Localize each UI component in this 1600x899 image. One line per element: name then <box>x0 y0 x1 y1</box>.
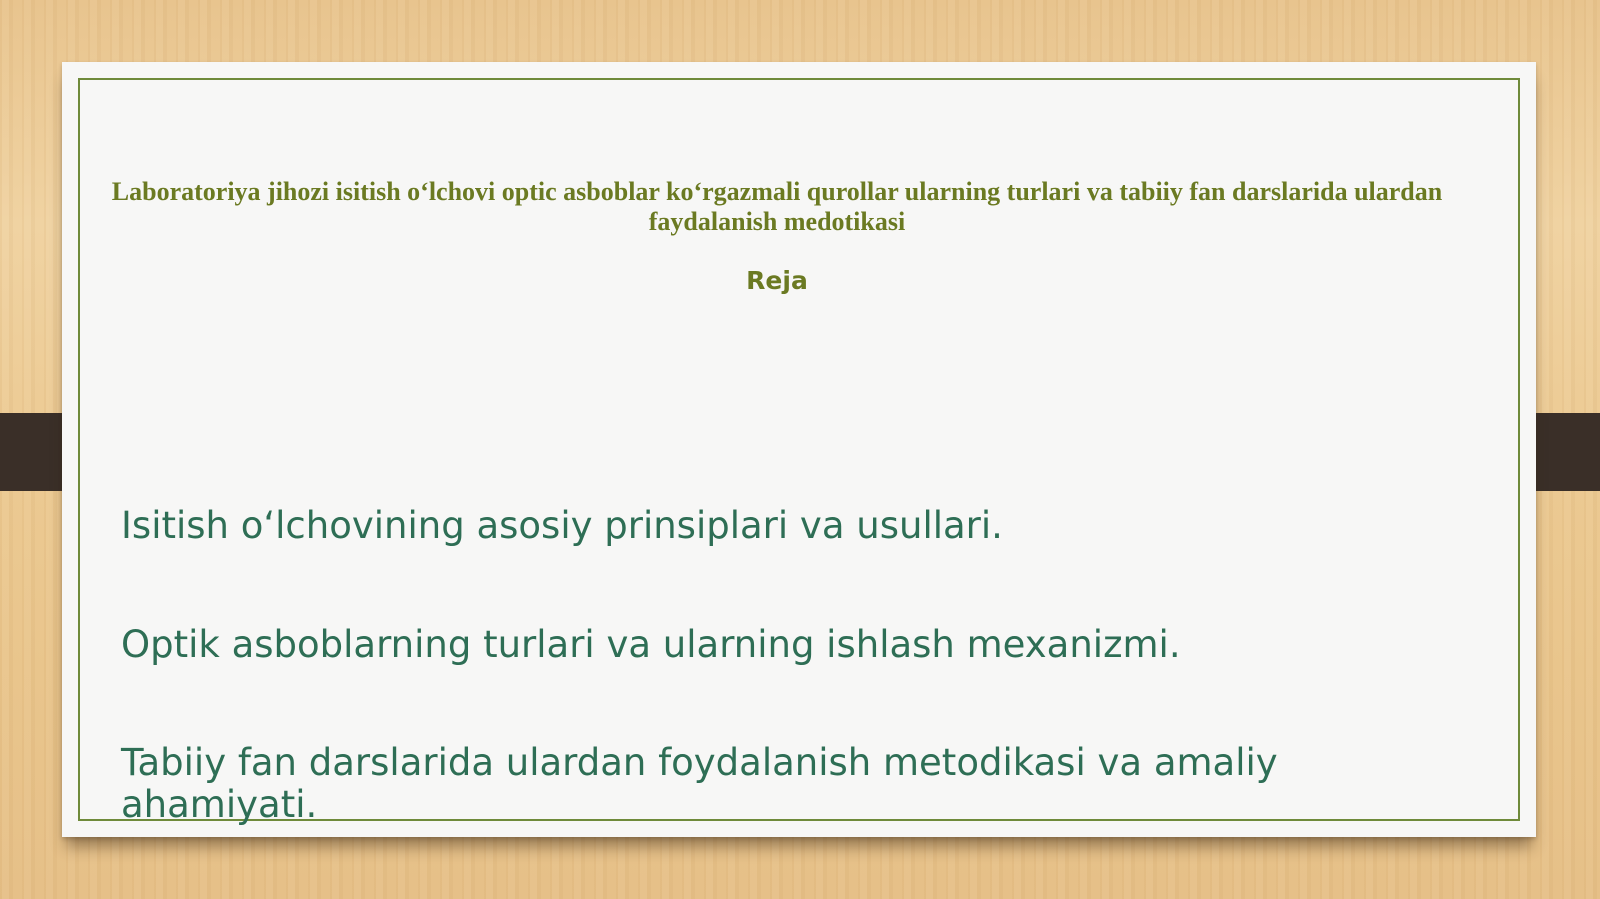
bullet-item-1: Isitish o‘lchovining asosiy prinsiplari va usullari. <box>121 504 1003 547</box>
bullet-item-2: Optik asboblarning turlari va ularning ishlash mexanizmi. <box>121 623 1181 666</box>
slide-title: Laboratoriya jihozi isitish o‘lchovi optic asboblar ko‘rgazmali qurollar ularning turlari va tabiiy fan darslarida ulardan faydalanish medotikasi <box>111 177 1443 236</box>
bullet-item-3: Tabiiy fan darslarida ulardan foydalanish metodikasi va amaliy ahamiyati. <box>121 741 1278 826</box>
slide-subtitle: Reja <box>746 266 808 295</box>
